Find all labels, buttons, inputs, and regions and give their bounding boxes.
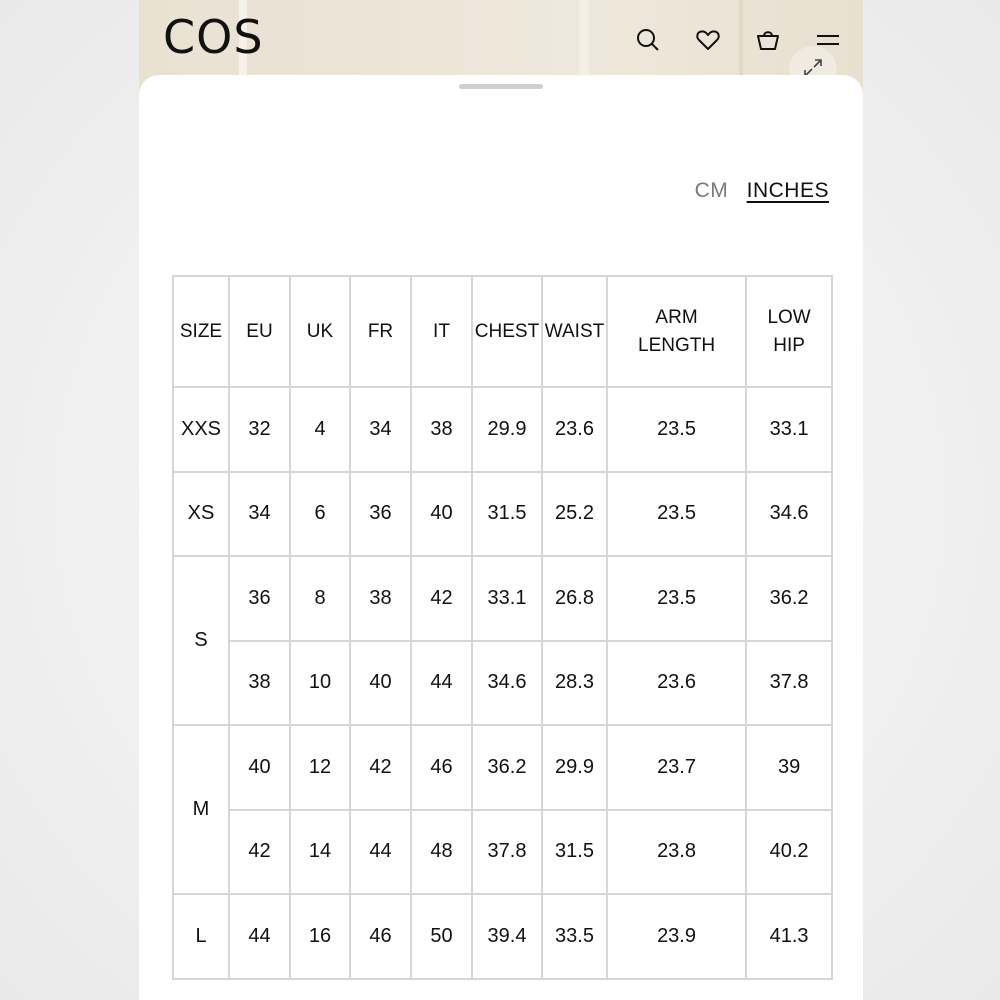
cos-logo[interactable]: COS [163, 10, 264, 64]
search-icon[interactable] [635, 27, 661, 53]
table-cell: 36.2 [472, 725, 542, 810]
table-cell: 40 [229, 725, 290, 810]
column-header: SIZE [173, 276, 229, 387]
table-cell: 10 [290, 641, 350, 726]
table-cell: 23.5 [607, 556, 746, 641]
column-header: UK [290, 276, 350, 387]
table-cell: 44 [411, 641, 472, 726]
table-cell: 42 [350, 725, 411, 810]
table-cell: 42 [229, 810, 290, 895]
table-cell: 14 [290, 810, 350, 895]
table-cell: 42 [411, 556, 472, 641]
column-header: CHEST [472, 276, 542, 387]
shopping-bag-icon[interactable] [755, 27, 781, 53]
table-row [173, 556, 832, 641]
table-cell: 33.5 [542, 894, 607, 979]
table-row [173, 810, 832, 895]
size-label: XXS [173, 387, 229, 472]
mobile-viewport [139, 0, 863, 1000]
table-cell: 40 [411, 472, 472, 557]
table-cell: 39.4 [472, 894, 542, 979]
table-cell: 36 [350, 472, 411, 557]
table-cell: 36.2 [746, 556, 832, 641]
table-row [173, 725, 832, 810]
table-cell: 23.5 [607, 472, 746, 557]
table-row [173, 387, 832, 472]
column-header: LOW HIP [746, 276, 832, 387]
column-header: ARM LENGTH [607, 276, 746, 387]
unit-toggle [695, 179, 829, 203]
table-cell: 32 [229, 387, 290, 472]
table-cell: 23.6 [607, 641, 746, 726]
table-cell: 38 [411, 387, 472, 472]
table-cell: 41.3 [746, 894, 832, 979]
table-cell: 46 [411, 725, 472, 810]
table-cell: 33.1 [472, 556, 542, 641]
table-cell: 23.8 [607, 810, 746, 895]
table-cell: 23.6 [542, 387, 607, 472]
size-label: S [173, 556, 229, 725]
table-cell: 38 [350, 556, 411, 641]
table-cell: 23.9 [607, 894, 746, 979]
table-cell: 6 [290, 472, 350, 557]
table-cell: 23.7 [607, 725, 746, 810]
table-cell: 31.5 [472, 472, 542, 557]
size-label: XS [173, 472, 229, 557]
table-cell: 34 [229, 472, 290, 557]
table-header-row [173, 276, 832, 387]
table-row [173, 894, 832, 979]
table-cell: 26.8 [542, 556, 607, 641]
table-cell: 39 [746, 725, 832, 810]
table-cell: 31.5 [542, 810, 607, 895]
table-cell: 37.8 [746, 641, 832, 726]
column-header: FR [350, 276, 411, 387]
table-cell: 40.2 [746, 810, 832, 895]
size-guide-sheet [139, 75, 863, 1000]
column-header: IT [411, 276, 472, 387]
table-cell: 36 [229, 556, 290, 641]
size-chart-table [172, 275, 833, 980]
size-label: M [173, 725, 229, 894]
table-cell: 33.1 [746, 387, 832, 472]
table-row [173, 472, 832, 557]
table-cell: 16 [290, 894, 350, 979]
table-cell: 34.6 [746, 472, 832, 557]
unit-cm-option[interactable]: CM [694, 179, 729, 202]
table-cell: 37.8 [472, 810, 542, 895]
table-cell: 48 [411, 810, 472, 895]
table-cell: 29.9 [472, 387, 542, 472]
table-cell: 34 [350, 387, 411, 472]
table-cell: 46 [350, 894, 411, 979]
heart-icon[interactable] [695, 27, 721, 53]
table-cell: 4 [290, 387, 350, 472]
table-cell: 12 [290, 725, 350, 810]
table-cell: 8 [290, 556, 350, 641]
table-cell: 34.6 [472, 641, 542, 726]
table-row [173, 641, 832, 726]
table-cell: 29.9 [542, 725, 607, 810]
column-header: EU [229, 276, 290, 387]
table-cell: 44 [229, 894, 290, 979]
size-label: L [173, 894, 229, 979]
column-header: WAIST [542, 276, 607, 387]
table-cell: 38 [229, 641, 290, 726]
table-cell: 23.5 [607, 387, 746, 472]
unit-inches-option[interactable]: INCHES [746, 179, 829, 202]
table-cell: 25.2 [542, 472, 607, 557]
table-cell: 44 [350, 810, 411, 895]
table-cell: 40 [350, 641, 411, 726]
table-cell: 28.3 [542, 641, 607, 726]
sheet-drag-handle[interactable] [459, 84, 543, 89]
table-cell: 50 [411, 894, 472, 979]
